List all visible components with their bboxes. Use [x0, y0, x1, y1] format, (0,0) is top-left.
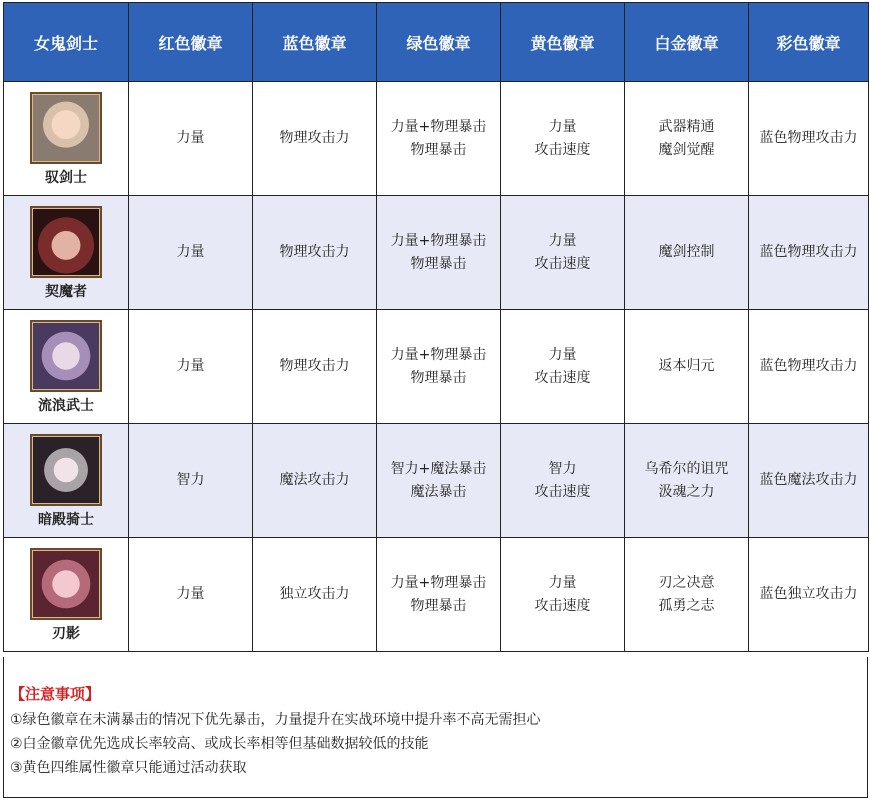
green-line-1: 力量+物理暴击	[390, 118, 487, 135]
avatar	[30, 548, 102, 620]
note-item: ③黄色四维属性徽章只能通过活动获取	[10, 760, 247, 776]
table-row	[4, 196, 869, 310]
green-line-1: 力量+物理暴击	[390, 346, 487, 363]
blue-badge-cell: 物理攻击力	[253, 82, 377, 196]
yellow-line-2: 攻击速度	[534, 597, 591, 614]
green-line-2: 物理暴击	[410, 597, 467, 614]
green-line-1: 智力+魔法暴击	[390, 460, 487, 477]
blue-badge-cell: 魔法攻击力	[253, 424, 377, 538]
avatar	[30, 92, 102, 164]
character-cell	[4, 538, 129, 652]
yellow-badge-cell	[501, 538, 625, 652]
blue-badge-cell: 物理攻击力	[253, 310, 377, 424]
platinum-line-1: 返本归元	[658, 358, 715, 374]
character-cell	[4, 82, 129, 196]
character-name: 契魔者	[45, 283, 87, 300]
header-green-badge: 绿色徽章	[377, 3, 501, 82]
notes-title: 【注意事项】	[10, 685, 101, 703]
red-badge-cell: 力量	[129, 82, 253, 196]
header-blue-badge: 蓝色徽章	[253, 3, 377, 82]
platinum-badge-cell	[625, 82, 749, 196]
red-badge-cell: 力量	[129, 538, 253, 652]
platinum-line-1: 刃之决意	[658, 574, 715, 591]
table-header-row	[4, 3, 869, 82]
avatar	[30, 434, 102, 506]
header-class: 女鬼剑士	[4, 3, 129, 82]
green-line-2: 物理暴击	[410, 141, 467, 158]
rainbow-badge-cell: 蓝色物理攻击力	[749, 310, 869, 424]
yellow-line-2: 攻击速度	[534, 483, 591, 500]
note-item: ①绿色徽章在未满暴击的情况下优先暴击，力量提升在实战环境中提升率不高无需担心	[10, 712, 541, 728]
rainbow-badge-cell: 蓝色物理攻击力	[749, 82, 869, 196]
yellow-line-1: 智力	[548, 460, 577, 477]
avatar	[30, 320, 102, 392]
note-item: ②白金徽章优先选成长率较高、或成长率相等但基础数据较低的技能	[10, 736, 429, 752]
rainbow-badge-cell: 蓝色独立攻击力	[749, 538, 869, 652]
green-badge-cell	[377, 82, 501, 196]
platinum-badge-cell	[625, 310, 749, 424]
platinum-line-2: 魔剑觉醒	[658, 141, 715, 158]
platinum-line-2: 汲魂之力	[658, 483, 715, 500]
yellow-badge-cell	[501, 310, 625, 424]
table-row	[4, 82, 869, 196]
table-row	[4, 538, 869, 652]
header-rainbow-badge: 彩色徽章	[749, 3, 869, 82]
header-platinum-badge: 白金徽章	[625, 3, 749, 82]
yellow-line-2: 攻击速度	[534, 369, 591, 386]
character-name: 流浪武士	[38, 397, 94, 414]
yellow-line-1: 力量	[548, 574, 577, 591]
character-name: 驭剑士	[45, 169, 87, 186]
green-badge-cell	[377, 424, 501, 538]
table-row	[4, 310, 869, 424]
platinum-line-2: 孤勇之志	[658, 597, 715, 614]
platinum-badge-cell	[625, 424, 749, 538]
character-name: 暗殿骑士	[38, 511, 94, 528]
red-badge-cell: 力量	[129, 196, 253, 310]
table-row	[4, 424, 869, 538]
character-cell	[4, 196, 129, 310]
character-cell	[4, 310, 129, 424]
character-cell	[4, 424, 129, 538]
platinum-badge-cell	[625, 538, 749, 652]
yellow-badge-cell	[501, 424, 625, 538]
green-line-1: 力量+物理暴击	[390, 574, 487, 591]
blue-badge-cell: 独立攻击力	[253, 538, 377, 652]
platinum-line-1: 武器精通	[658, 118, 715, 135]
yellow-line-2: 攻击速度	[534, 141, 591, 158]
green-badge-cell	[377, 538, 501, 652]
character-name: 刃影	[52, 625, 80, 642]
platinum-line-1: 乌希尔的诅咒	[644, 460, 729, 477]
yellow-badge-cell	[501, 82, 625, 196]
rainbow-badge-cell: 蓝色魔法攻击力	[749, 424, 869, 538]
platinum-line-1: 魔剑控制	[658, 244, 715, 260]
yellow-badge-cell	[501, 196, 625, 310]
yellow-line-1: 力量	[548, 346, 577, 363]
green-badge-cell	[377, 310, 501, 424]
red-badge-cell: 力量	[129, 310, 253, 424]
platinum-badge-cell	[625, 196, 749, 310]
yellow-line-2: 攻击速度	[534, 255, 591, 272]
green-line-2: 魔法暴击	[410, 483, 467, 500]
header-yellow-badge: 黄色徽章	[501, 3, 625, 82]
yellow-line-1: 力量	[548, 232, 577, 249]
green-line-2: 物理暴击	[410, 255, 467, 272]
blue-badge-cell: 物理攻击力	[253, 196, 377, 310]
green-line-1: 力量+物理暴击	[390, 232, 487, 249]
header-red-badge: 红色徽章	[129, 3, 253, 82]
rainbow-badge-cell: 蓝色物理攻击力	[749, 196, 869, 310]
badge-table	[3, 2, 869, 652]
green-line-2: 物理暴击	[410, 369, 467, 386]
green-badge-cell	[377, 196, 501, 310]
red-badge-cell: 智力	[129, 424, 253, 538]
notes-section	[3, 657, 868, 798]
yellow-line-1: 力量	[548, 118, 577, 135]
avatar	[30, 206, 102, 278]
